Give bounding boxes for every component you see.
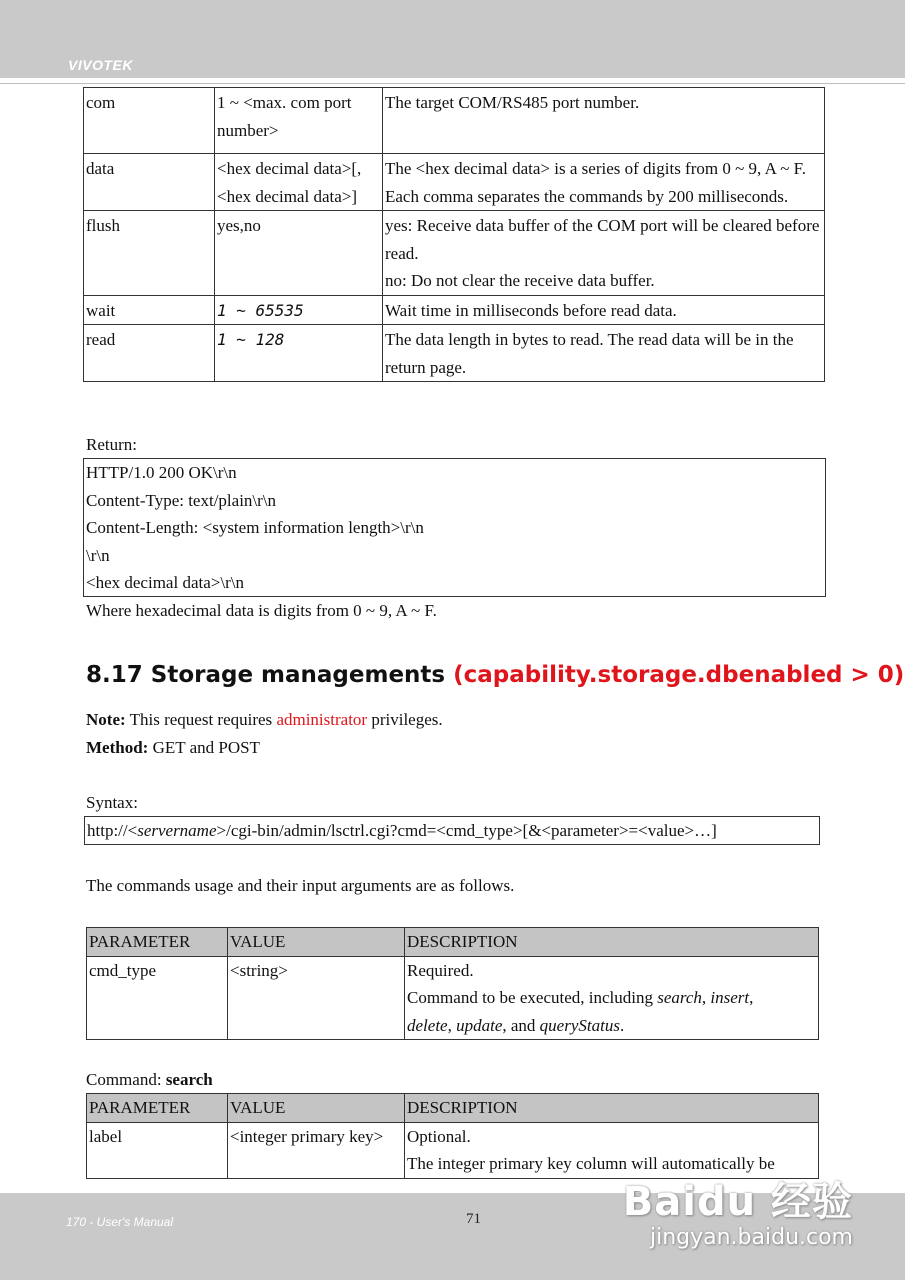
column-header: DESCRIPTION bbox=[405, 928, 819, 957]
cmd-name: queryStatus bbox=[539, 1015, 620, 1035]
param-value: <hex decimal data>[,<hex decimal data>] bbox=[215, 154, 383, 211]
note-pre: This request requires bbox=[129, 710, 273, 729]
param-value: 1 ~ 128 bbox=[215, 325, 383, 382]
param-desc-line: delete, update, and queryStatus. bbox=[407, 1015, 625, 1035]
param-value: <string> bbox=[228, 956, 405, 1040]
syntax-servername: servername bbox=[137, 821, 217, 840]
param-desc-line: Optional. bbox=[407, 1126, 471, 1146]
param-desc-line: The integer primary key column will automatically be bbox=[407, 1154, 775, 1173]
param-name: wait bbox=[84, 295, 215, 325]
cmd-name: insert bbox=[710, 988, 750, 1007]
table-row bbox=[84, 325, 825, 382]
param-value: 1 ~ <max. com port number> bbox=[215, 88, 383, 154]
note-highlight: administrator bbox=[276, 710, 368, 729]
param-desc-line: yes: Receive data buffer of the COM port will be cleared before read. bbox=[385, 216, 820, 263]
table-row bbox=[84, 295, 825, 325]
param-value: 1 ~ 65535 bbox=[215, 295, 383, 325]
search-table bbox=[86, 1093, 819, 1179]
return-note: Where hexadecimal data is digits from 0 ~ 9, A ~ F. bbox=[86, 601, 437, 620]
command-label: Command: bbox=[86, 1070, 162, 1089]
method-line bbox=[86, 734, 260, 762]
param-desc: The target COM/RS485 port number. bbox=[383, 88, 825, 154]
table-row bbox=[84, 88, 825, 154]
return-line: \r\n bbox=[86, 545, 110, 565]
param-name: read bbox=[84, 325, 215, 382]
command-label-line bbox=[86, 1066, 213, 1094]
section-capability: (capability.storage.dbenabled > 0) bbox=[453, 662, 905, 688]
param-desc-line: Command to be executed, including search, insert, bbox=[407, 988, 754, 1007]
return-label: Return: bbox=[86, 435, 137, 454]
syntax-box bbox=[84, 816, 820, 845]
column-header: PARAMETER bbox=[87, 1094, 228, 1123]
command-name: search bbox=[165, 1070, 213, 1089]
desc-text: Command to be executed, including bbox=[407, 988, 653, 1007]
param-name: cmd_type bbox=[87, 956, 228, 1040]
param-table bbox=[83, 87, 825, 382]
param-desc bbox=[383, 211, 825, 296]
note-label: Note: bbox=[86, 710, 126, 729]
param-desc-line: no: Do not clear the receive data buffer. bbox=[385, 271, 655, 290]
table-header-row bbox=[87, 928, 819, 957]
usage-text: The commands usage and their input arguments are as follows. bbox=[86, 876, 515, 895]
cmd-name: delete bbox=[407, 1015, 448, 1035]
header-divider bbox=[0, 83, 905, 84]
param-name: flush bbox=[84, 211, 215, 296]
return-box bbox=[83, 458, 826, 597]
param-name: label bbox=[87, 1122, 228, 1178]
method-label: Method: bbox=[86, 738, 149, 757]
return-line: Content-Length: <system information length>\r\n bbox=[86, 518, 424, 537]
method-value: GET and POST bbox=[152, 738, 260, 757]
table-row bbox=[84, 211, 825, 296]
param-name: data bbox=[84, 154, 215, 211]
column-header: VALUE bbox=[228, 1094, 405, 1123]
brand-logo-text: VIVOTEK bbox=[68, 57, 133, 73]
cmd-name: update bbox=[456, 1015, 503, 1035]
table-row bbox=[87, 956, 819, 1040]
param-desc: The <hex decimal data> is a series of digits from 0 ~ 9, A ~ F. Each comma separates the commands by 200 milliseconds. bbox=[383, 154, 825, 211]
manual-label: 170 - User's Manual bbox=[66, 1215, 174, 1229]
param-value: yes,no bbox=[215, 211, 383, 296]
param-desc: Wait time in milliseconds before read data. bbox=[383, 295, 825, 325]
desc-text: and bbox=[510, 1015, 536, 1035]
syntax-post: >/cgi-bin/admin/lsctrl.cgi?cmd=<cmd_type>[&<parameter>=<value>…] bbox=[216, 821, 717, 840]
watermark-logo: Baidu 经验 bbox=[622, 1179, 853, 1225]
baidu-watermark bbox=[623, 1170, 853, 1250]
column-header: DESCRIPTION bbox=[405, 1094, 819, 1123]
note-post: privileges. bbox=[371, 710, 443, 729]
param-desc: The data length in bytes to read. The read data will be in the return page. bbox=[383, 325, 825, 382]
page-header bbox=[0, 0, 905, 78]
param-desc bbox=[405, 956, 819, 1040]
param-name: com bbox=[84, 88, 215, 154]
cmd-table bbox=[86, 927, 819, 1040]
return-line: Content-Type: text/plain\r\n bbox=[86, 490, 277, 510]
syntax-pre: http://< bbox=[87, 821, 138, 840]
param-value: <integer primary key> bbox=[228, 1122, 405, 1178]
cmd-name: search bbox=[657, 988, 702, 1007]
table-row bbox=[84, 154, 825, 211]
column-header: VALUE bbox=[228, 928, 405, 957]
section-title: 8.17 Storage managements bbox=[86, 662, 446, 688]
syntax-label: Syntax: bbox=[86, 793, 138, 812]
section-heading bbox=[86, 662, 904, 688]
page-number: 71 bbox=[466, 1211, 481, 1227]
watermark-url: jingyan.baidu.com bbox=[649, 1225, 853, 1250]
table-header-row bbox=[87, 1094, 819, 1123]
return-line: HTTP/1.0 200 OK\r\n bbox=[86, 463, 237, 482]
column-header: PARAMETER bbox=[87, 928, 228, 957]
return-line: <hex decimal data>\r\n bbox=[86, 573, 244, 592]
param-desc-line: Required. bbox=[407, 960, 474, 980]
note-line bbox=[86, 706, 443, 734]
